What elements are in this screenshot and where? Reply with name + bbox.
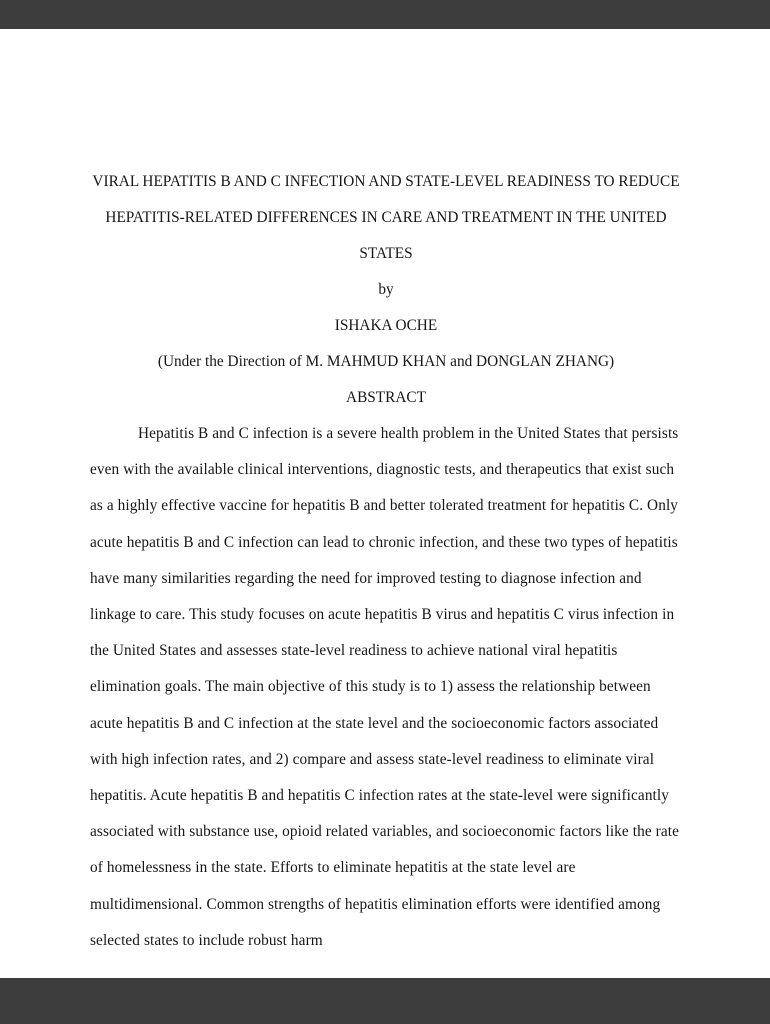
direction-note: (Under the Direction of M. MAHMUD KHAN and DONGLAN ZHANG) xyxy=(157,353,615,370)
document-title-line-1: VIRAL HEPATITIS B AND C INFECTION AND STATE-LEVEL READINESS TO REDUCE xyxy=(92,173,680,190)
author-name: ISHAKA OCHE xyxy=(334,317,438,334)
document-page xyxy=(0,29,770,978)
document-title-line-2: HEPATITIS-RELATED DIFFERENCES IN CARE AND TREATMENT IN THE UNITED xyxy=(105,209,667,226)
document-title xyxy=(90,164,682,272)
document-title-line-3: STATES xyxy=(359,245,413,262)
abstract-paragraph: Hepatitis B and C infection is a severe health problem in the United States that persists even with the available clinical interventions, diagnostic tests, and therapeutics that exist such as a highly effective vaccine for hepatitis B and better tolerated treatment for hepatitis C. Only acute hepatitis B and C infection can lead to chronic infection, and these two types of hepatitis have many similarities regarding the need for improved testing to diagnose infection and linkage to care. This study focuses on acute hepatitis B virus and hepatitis C virus infection in the United States and assesses state-level readiness to achieve national viral hepatitis elimination goals. The main objective of this study is to 1) assess the relationship between acute hepatitis B and C infection at the state level and the socioeconomic factors associated with high infection rates, and 2) compare and assess state-level readiness to eliminate viral hepatitis. Acute hepatitis B and hepatitis C infection rates at the state-level were significantly associated with substance use, opioid related variables, and socioeconomic factors like the rate of homelessness in the state. Efforts to eliminate hepatitis at the state level are multidimensional. Common strengths of hepatitis elimination efforts were identified among selected states to include robust harm xyxy=(90,425,679,949)
section-heading-abstract: ABSTRACT xyxy=(346,389,426,406)
byline: by xyxy=(378,281,394,298)
